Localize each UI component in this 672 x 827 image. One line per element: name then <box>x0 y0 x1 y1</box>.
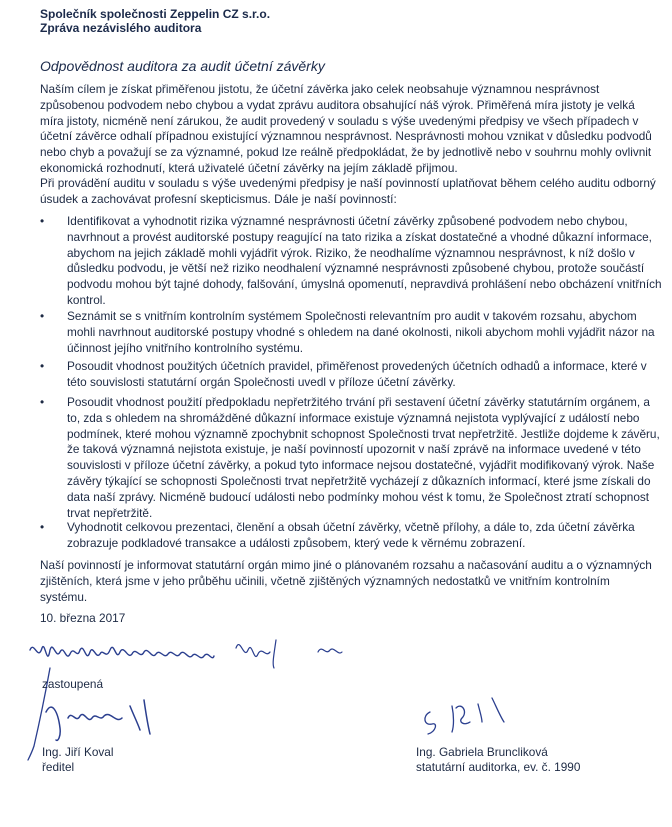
section-title: Odpovědnost auditora za audit účetní závěrky <box>40 58 325 74</box>
bullet-icon: • <box>40 520 45 534</box>
company-signature-tail <box>318 649 342 653</box>
list-item-text: Posoudit vhodnost použitých účetních pravidel, přiměřenost provedených účetních odhadů a informace, které v této souvislosti statutární orgán Společnosti uvedl v příloze účetní závěrky. <box>67 359 647 389</box>
company-name: Společník společnosti Zeppelin CZ s.r.o. <box>40 7 271 21</box>
signatory-right-title: statutární auditorka, ev. č. 1990 <box>416 760 581 774</box>
paragraph-closing: Naší povinností je informovat statutární orgán mimo jiné o plánovaném rozsahu a načasování auditu a o významných zjištěních, která jsme v jeho průběhu učinili, včetně zjištěných významných nedostatků ve vnitřním kontrolním systému. <box>40 558 652 604</box>
list-item-text: Identifikovat a vyhodnotit rizika významné nesprávnosti účetní závěrky způsobené podvodem nebo chybou, navrhnout a provést auditorské postupy reagující na tato rizika a získat dostatečné a vhodné důkazní informace, abychom na jejich základě mohli vyjádřit výrok. Riziko, že neodhalíme významnou nesprávnost, k níž došlo v důsledku podvodu, je větší než riziko neodhalení významné nesprávnosti způsobené chybou, protože součástí podvodu mohou být tajné dohody, falšování, úmyslná opomenutí, nepravdivá prohlášení nebo obcházení vnitřních kontrol. <box>67 214 662 307</box>
signatory-right-name: Ing. Gabriela Bruncliková <box>416 745 548 759</box>
bullet-icon: • <box>40 309 45 323</box>
signatory-left-name: Ing. Jiří Koval <box>42 745 114 759</box>
bullet-icon: • <box>40 359 45 373</box>
signatory-right <box>416 745 580 775</box>
signatory-left-title: ředitel <box>42 760 75 774</box>
koval-signature <box>46 700 150 740</box>
report-title: Zpráva nezávislého auditora <box>40 21 202 35</box>
report-date: 10. března 2017 <box>40 611 126 625</box>
signatory-left <box>42 745 113 775</box>
bruncl-signature <box>425 698 504 734</box>
paragraph-duties-intro: Při provádění auditu v souladu s výše uvedenými předpisy je naší povinností uplatňovat během celého auditu odborný úsudek a zachovávat profesní skepticismus. Dále je naší povinností: <box>40 176 656 206</box>
represented-label: zastoupená <box>42 677 104 691</box>
list-item-text: Posoudit vhodnost použití předpokladu nepřetržitého trvání při sestavení účetní závěrky statutárním orgánem, a to, zda s ohledem na shromážděné důkazní informace existuje významná nejistota vyplývající z událostí nebo podmínek, které mohou významně zpochybnit schopnost Společnosti trvat nepřetržitě. Jestliže dojdeme k závěru, že taková významná nejistota existuje, je naší povinností upozornit v naší zprávě na informace uvedené v této souvislosti v příloze účetní závěrky, a pokud tyto informace nejsou dostatečné, vyjádřit modifikovaný výrok. Naše závěry týkající se schopnosti Společnosti trvat nepřetržitě vycházejí z důkazních informací, které jsme získali do data naší zprávy. Nicméně budoucí události nebo podmínky mohou vést k tomu, že Společnost ztratí schopnost trvat nepřetržitě. <box>67 395 660 520</box>
list-item-text: Seznámit se s vnitřním kontrolním systémem Společnosti relevantním pro audit v takovém rozsahu, abychom mohli navrhnout auditorské postupy vhodné s ohledem na dané okolnosti, nikoli abychom mohli vyjádřit názor na účinnost jejího vnitřního kontrolního systému. <box>67 309 655 355</box>
bullet-icon: • <box>40 395 45 409</box>
list-item-text: Vyhodnotit celkovou prezentaci, členění a obsah účetní závěrky, včetně přílohy, a dále to, zda účetní závěrka zobrazuje podkladové transakce a události způsobem, který vede k věrnému zobrazení. <box>67 520 635 550</box>
company-signature-flourish <box>236 640 276 668</box>
company-signature <box>30 647 214 658</box>
paragraph-objective: Naším cílem je získat přiměřenou jistotu, že účetní závěrka jako celek neobsahuje významnou nesprávnost způsobenou podvodem nebo chybou a vydat zprávu auditora obsahující náš výrok. Přiměřená míra jistoty je velká míra jistoty, nicméně není zárukou, že audit provedený v souladu s výše uvedenými předpisy ve všech případech v účetní závěrce odhalí případnou existující významnou nesprávnost. Nesprávnosti mohou vznikat v důsledku podvodů nebo chyb a považují se za významné, pokud lze reálně předpokládat, že by jednotlivě nebo v souhrnu mohly ovlivnit ekonomická rozhodnutí, která uživatelé účetní závěrky na jejím základě přijmou. <box>40 82 652 175</box>
bullet-icon: • <box>40 214 45 228</box>
